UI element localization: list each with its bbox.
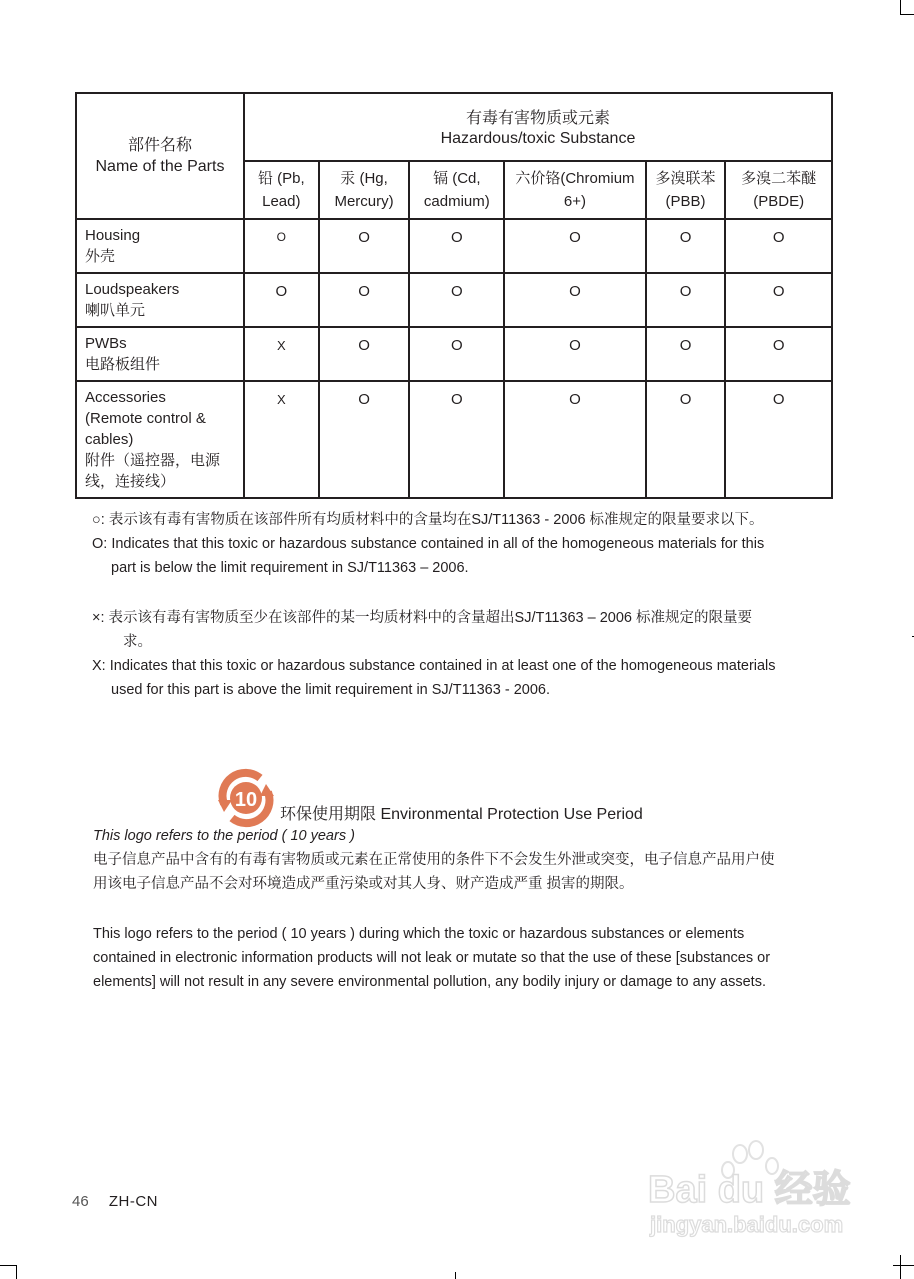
part-name-cell: [76, 381, 244, 498]
mark-cell: X: [244, 327, 319, 381]
x-note-cn-line2: 求。: [123, 634, 152, 650]
mark-cell: O: [409, 219, 504, 273]
parts-header-en: Name of the Parts: [95, 158, 225, 175]
epup-en-line1: This logo refers to the period ( 10 years ) during which the toxic or hazardous substances or elements: [93, 926, 745, 942]
crop-mark: [455, 1272, 456, 1279]
epup-10-year-logo-icon: [214, 766, 278, 830]
mark-cell: O: [319, 219, 410, 273]
epup-description: [93, 824, 823, 896]
mark-cell: O: [725, 273, 832, 327]
mark-cell: O: [244, 219, 319, 273]
parts-header-cn: 部件名称: [127, 137, 192, 154]
table-row: [76, 219, 832, 273]
o-note-cn: ○: 表示该有毒有害物质在该部件所有均质材料中的含量均在SJ/T11363 - 2006 标准规定的限量要求以下。: [92, 512, 764, 528]
column-header-line: (PBDE): [753, 193, 805, 210]
parts-header: [76, 93, 244, 219]
svg-text:jingyan.baidu.com: jingyan.baidu.com: [650, 1212, 844, 1237]
column-header-lead: [244, 161, 319, 219]
column-header-line: 铅 (Pb,: [257, 170, 305, 187]
epup-cn-line2: 用该电子信息产品不会对环境造成严重污染或对其人身、财产造成严重 损害的期限。: [93, 876, 634, 892]
part-name-en: Housing: [85, 227, 141, 244]
column-header-line: (PBB): [665, 193, 706, 210]
column-header-mercury: [319, 161, 410, 219]
table-row: [76, 273, 832, 327]
mark-cell: O: [244, 273, 319, 327]
svg-text:10: 10: [234, 789, 258, 811]
mark-cell: O: [646, 273, 726, 327]
column-header-line: 多溴联苯: [655, 170, 716, 187]
mark-cell: O: [725, 219, 832, 273]
epup-title: 环保使用期限 Environmental Protection Use Period: [280, 806, 643, 823]
o-note-en-line1: O: Indicates that this toxic or hazardous substance contained in all of the homogeneous materials for this: [92, 536, 765, 552]
page-number: 46: [72, 1193, 89, 1210]
substance-header-en: Hazardous/toxic Substance: [440, 130, 636, 147]
column-header-line: 6+): [563, 193, 586, 210]
page-footer: [72, 1193, 158, 1210]
column-header-line: Lead): [262, 193, 301, 210]
epup-en-line2: contained in electronic information products will not leak or mutate so that the use of these [substances or: [93, 950, 771, 966]
table-row: [76, 381, 832, 498]
baidu-paw-icon: [648, 1140, 858, 1240]
mark-cell: O: [646, 219, 726, 273]
crop-mark: [0, 1265, 16, 1266]
mark-cell: O: [646, 327, 726, 381]
column-header-pbb: [646, 161, 726, 219]
hazardous-substance-table: [75, 92, 833, 499]
column-header-cadmium: [409, 161, 504, 219]
mark-cell: O: [504, 219, 645, 273]
mark-cell: O: [409, 273, 504, 327]
part-name-cell: [76, 327, 244, 381]
crop-mark: [893, 1265, 914, 1266]
substance-header: [244, 93, 832, 161]
column-header-line: 汞 (Hg,: [340, 170, 388, 187]
substance-header-cn: 有毒有害物质或元素: [465, 110, 610, 127]
crop-mark: [900, 14, 914, 15]
mark-cell: O: [504, 381, 645, 498]
mark-cell: O: [319, 381, 410, 498]
mark-cell: O: [319, 327, 410, 381]
part-name-en: PWBs: [85, 335, 127, 352]
part-name-cell: [76, 273, 244, 327]
epup-english-paragraph: [93, 922, 823, 994]
x-note-cn-line1: ×: 表示该有毒有害物质至少在该部件的某一均质材料中的含量超出SJ/T11363 – 2006 标准规定的限量要: [92, 610, 752, 626]
mark-cell: O: [725, 381, 832, 498]
mark-cell: O: [725, 327, 832, 381]
table-row: [76, 327, 832, 381]
mark-cell: O: [646, 381, 726, 498]
crop-mark: [900, 0, 901, 14]
crop-mark: [900, 1255, 901, 1279]
column-header-line: Mercury): [334, 193, 394, 210]
x-note-en-line1: X: Indicates that this toxic or hazardous substance contained in at least one of the homogeneous materials: [92, 658, 776, 674]
o-note-en-line2: part is below the limit requirement in SJ/T11363 – 2006.: [111, 560, 469, 576]
baidu-watermark: [648, 1140, 858, 1240]
epup-en-line3: elements] will not result in any severe environmental pollution, any bodily injury or damage to any assets.: [93, 974, 766, 990]
column-header-line: 多溴二苯醚: [741, 170, 817, 187]
column-header-pbde: [725, 161, 832, 219]
crop-mark: [16, 1265, 17, 1279]
column-header-line: 镉 (Cd,: [433, 170, 481, 187]
mark-cell: O: [409, 327, 504, 381]
column-header-line: cadmium): [423, 193, 490, 210]
part-name-en: Accessories (Remote control & cables): [85, 389, 206, 448]
x-note-en-line2: used for this part is above the limit requirement in SJ/T11363 - 2006.: [111, 682, 550, 698]
part-name-cn: 外壳: [85, 248, 116, 265]
mark-cell: O: [504, 273, 645, 327]
language-code: ZH-CN: [108, 1193, 159, 1210]
epup-cn-line1: 电子信息产品中含有的有毒有害物质或元素在正常使用的条件下不会发生外泄或突变，电子信息产品用户使: [93, 852, 775, 868]
svg-text:Bai du 经验: Bai du 经验: [648, 1169, 851, 1211]
column-header-chromium: [504, 161, 645, 219]
part-name-en: Loudspeakers: [85, 281, 180, 298]
mark-cell: O: [409, 381, 504, 498]
mark-cell: X: [244, 381, 319, 498]
mark-cell: O: [319, 273, 410, 327]
column-header-line: 六价铬(Chromium: [515, 170, 635, 187]
part-name-cn: 喇叭单元: [85, 302, 146, 319]
epup-italic-line: This logo refers to the period ( 10 years ): [93, 828, 355, 844]
epup-heading: [214, 766, 643, 830]
legend-notes: [92, 508, 822, 580]
mark-cell: O: [504, 327, 645, 381]
legend-notes-x: [92, 606, 822, 702]
part-name-cn: 附件（遥控器，电源线，连接线）: [85, 452, 221, 490]
part-name-cn: 电路板组件: [85, 356, 161, 373]
part-name-cell: [76, 219, 244, 273]
